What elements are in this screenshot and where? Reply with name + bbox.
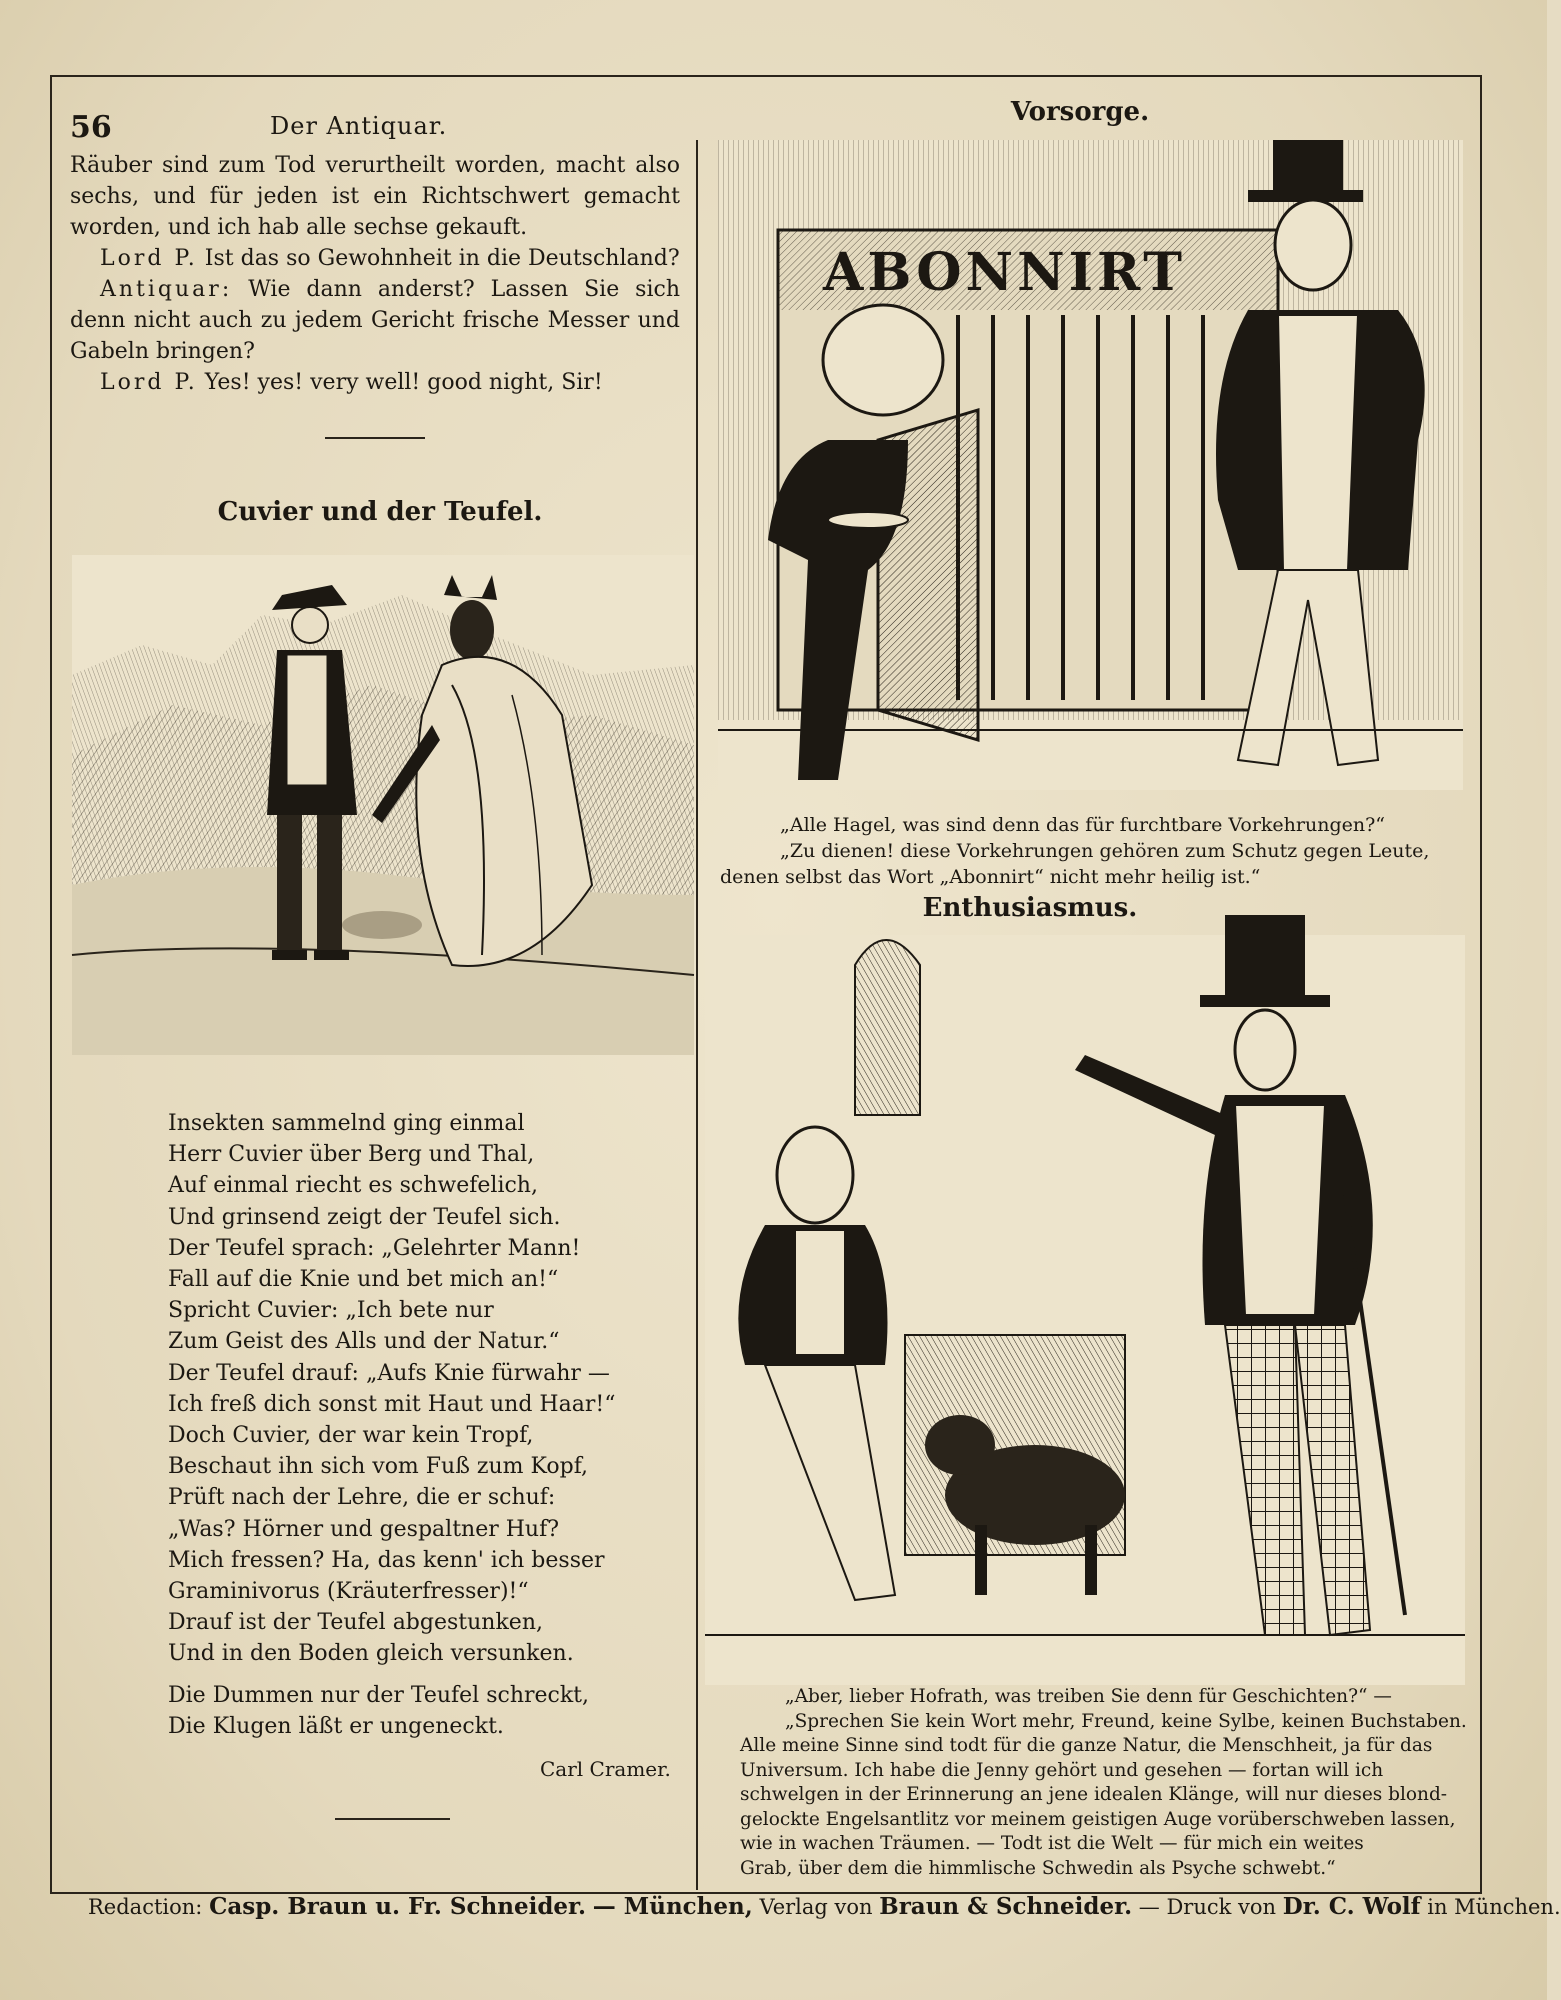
poem-line: Der Teufel sprach: „Gelehrter Mann! <box>168 1235 581 1261</box>
illustration-cuvier-devil <box>72 555 694 1055</box>
cartoon-title-enthusiasmus: Enthusiasmus. <box>922 893 1138 923</box>
poem-closing-line: Die Klugen läßt er ungeneckt. <box>168 1713 504 1739</box>
poem-line: Herr Cuvier über Berg und Thal, <box>168 1142 535 1168</box>
poem-line: Doch Cuvier, der war kein Tropf, <box>168 1423 534 1449</box>
poem-line: Drauf ist der Teufel abgestunken, <box>168 1610 543 1636</box>
dialogue-block <box>70 150 680 398</box>
dialogue-paragraph-1: Räuber sind zum Tod verurtheilt worden, macht also sechs, und für jeden ist ein Richtschwert gemacht worden, und ich hab alle sechse gekauft. <box>70 153 680 240</box>
poem-line: Und grinsend zeigt der Teufel sich. <box>168 1204 561 1230</box>
illustration-enthusiasmus <box>705 895 1465 1685</box>
caption-vorsorge <box>720 812 1430 890</box>
page-number: 56 <box>70 110 112 145</box>
caption-enthusiasmus <box>740 1685 1467 1881</box>
caption-line: „Aber, lieber Hofrath, was treiben Sie denn für Geschichten?“ — <box>785 1686 1392 1707</box>
imprint-footer <box>88 1893 1561 1920</box>
poem-closing-line: Die Dummen nur der Teufel schreckt, <box>168 1682 590 1708</box>
publisher: Braun & Schneider. <box>879 1893 1133 1920</box>
poem-line: Insekten sammelnd ging einmal <box>168 1111 525 1136</box>
dialogue-paragraph-4: Lord P. Yes! yes! very well! good night, Sir! <box>100 370 603 395</box>
city: — München, <box>592 1893 753 1920</box>
poem-line: Zum Geist des Alls und der Natur.“ <box>168 1329 560 1355</box>
poem-line: Mich fressen? Ha, das kenn' ich besser <box>168 1547 605 1573</box>
editors: Casp. Braun u. Fr. Schneider. <box>209 1893 587 1920</box>
running-head: Der Antiquar. <box>270 112 448 140</box>
poem-body <box>168 1108 615 1742</box>
publisher-label: Verlag von <box>759 1895 873 1919</box>
column-divider <box>696 140 698 1890</box>
poem-line: Prüft nach der Lehre, die er schuf: <box>168 1485 556 1511</box>
poem-line: Und in den Boden gleich versunken. <box>168 1641 574 1667</box>
dialogue-paragraph-3: Antiquar: Wie dann anderst? Lassen Sie sich denn nicht auch zu jedem Gericht frische Messer und Gabeln bringen? <box>70 277 680 364</box>
poem-line: „Was? Hörner und gespaltner Huf? <box>168 1516 560 1542</box>
illustration-vorsorge <box>718 140 1463 790</box>
poem-line: Ich freß dich sonst mit Haut und Haar!“ <box>168 1391 616 1417</box>
caption-line: Universum. Ich habe die Jenny gehört und gesehen — fortan will ich <box>740 1759 1384 1781</box>
caption-line: „Zu dienen! diese Vorkehrungen gehören zum Schutz gegen Leute, <box>780 840 1430 862</box>
poem-line: Der Teufel drauf: „Aufs Knie fürwahr — <box>168 1360 610 1386</box>
printer-city: in München. <box>1427 1895 1561 1919</box>
caption-line: Alle meine Sinne sind todt für die ganze Natur, die Menschheit, ja für das <box>740 1735 1433 1756</box>
printer: Dr. C. Wolf <box>1282 1893 1421 1920</box>
caption-line: schwelgen in der Erinnerung an jene idealen Klänge, will nur dieses blond- <box>740 1784 1448 1805</box>
abonnirt-sign: ABONNIRT <box>823 242 1186 303</box>
section-rule <box>325 437 425 439</box>
poem-title: Cuvier und der Teufel. <box>217 497 543 527</box>
cartoon-title-vorsorge: Vorsorge. <box>1010 97 1150 127</box>
dialogue-paragraph-2: Lord P. Ist das so Gewohnheit in die Deutschland? <box>100 246 680 271</box>
caption-line: denen selbst das Wort „Abonnirt“ nicht mehr heilig ist.“ <box>720 866 1261 888</box>
redaction-label: Redaction: <box>88 1895 203 1919</box>
caption-line: „Sprechen Sie kein Wort mehr, Freund, keine Sylbe, keinen Buchstaben. <box>785 1710 1467 1732</box>
poem-line: Spricht Cuvier: „Ich bete nur <box>168 1298 494 1324</box>
caption-line: wie in wachen Träumen. — Todt ist die Welt — für mich ein weites <box>740 1833 1364 1854</box>
caption-line: gelockte Engelsantlitz vor meinem geistigen Auge vorüberschweben lassen, <box>740 1808 1456 1830</box>
poem-line: Auf einmal riecht es schwefelich, <box>168 1173 538 1199</box>
poem-line: Beschaut ihn sich vom Fuß zum Kopf, <box>168 1454 589 1480</box>
poem-author: Carl Cramer. <box>540 1757 671 1781</box>
poem-line: Graminivorus (Kräuterfresser)!“ <box>168 1579 529 1605</box>
caption-line: „Alle Hagel, was sind denn das für furchtbare Vorkehrungen?“ <box>780 814 1386 836</box>
end-rule <box>335 1818 450 1820</box>
caption-line: Grab, über dem die himmlische Schwedin als Psyche schwebt.“ <box>740 1857 1336 1879</box>
poem-line: Fall auf die Knie und bet mich an!“ <box>168 1267 559 1293</box>
printer-label: — Druck von <box>1138 1895 1277 1919</box>
